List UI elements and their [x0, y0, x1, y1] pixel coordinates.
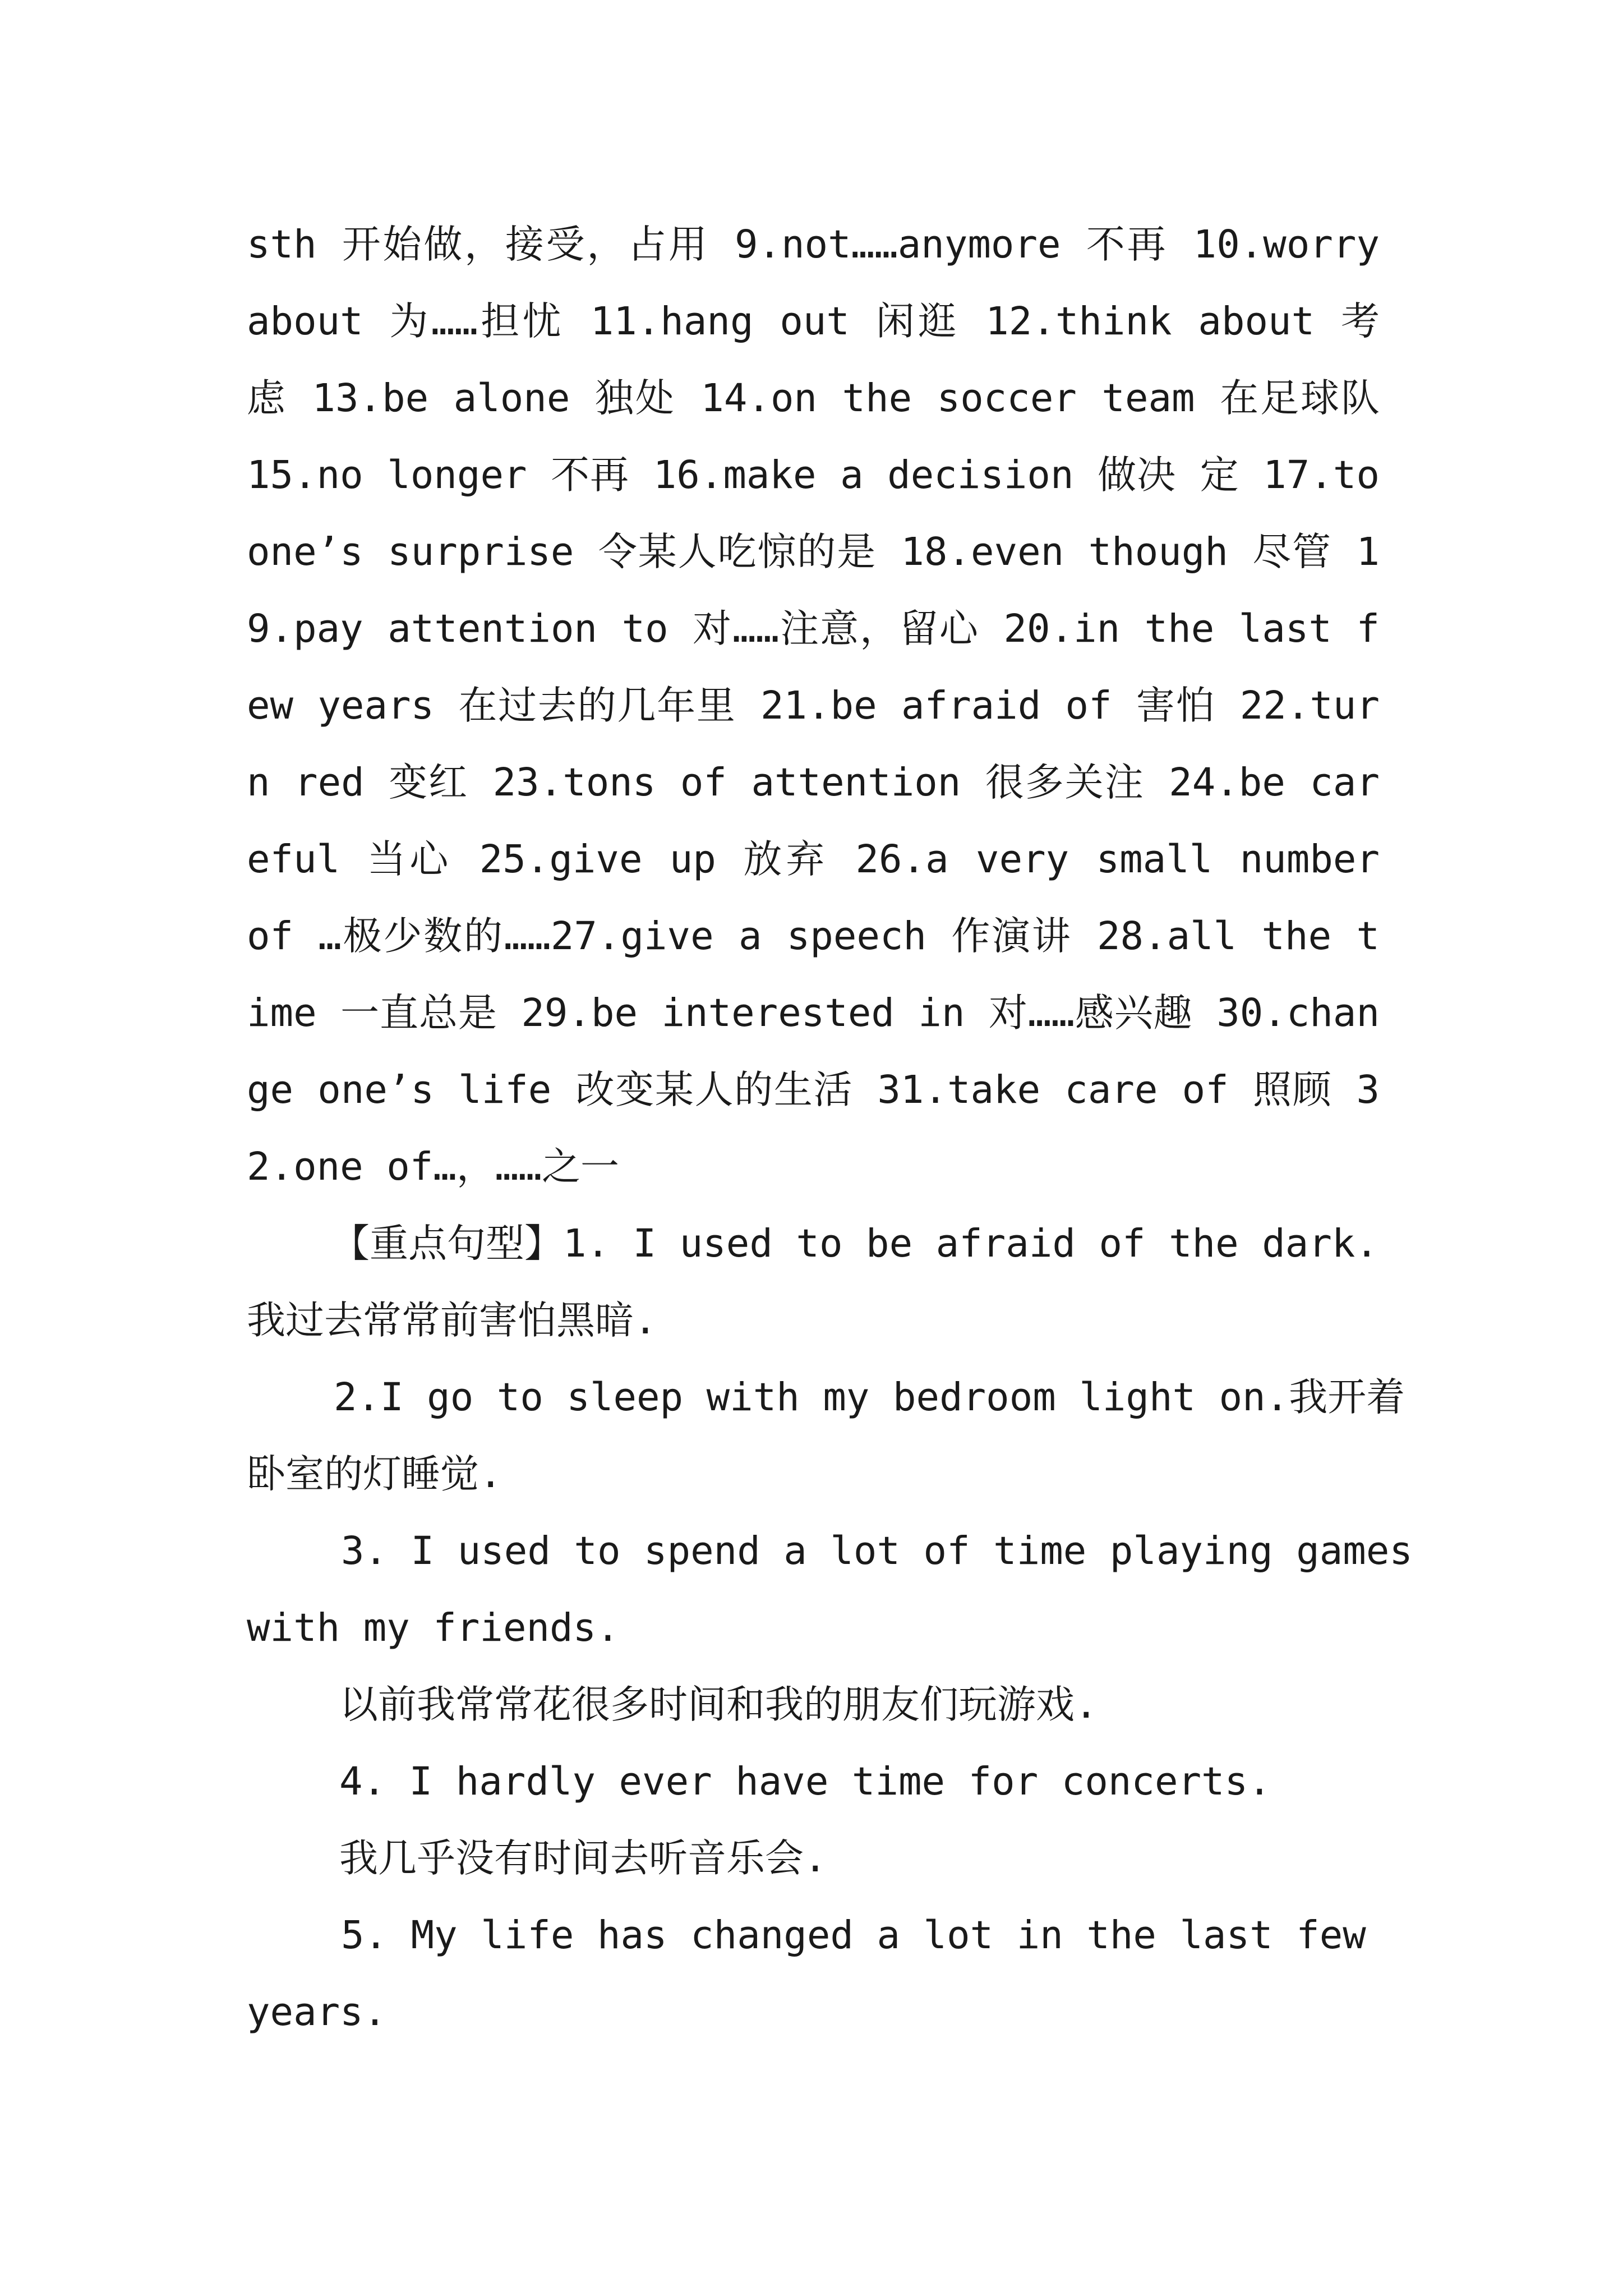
- sentence-1-english: 1. I used to be afraid of the dark.: [563, 1221, 1378, 1266]
- sentence-2-chinese-wrap: 卧室的灯睡觉.: [247, 1452, 502, 1497]
- sentence-5-english-part2: years.: [247, 1990, 387, 2035]
- sentence-2-english: 2.I go to sleep with my bedroom light on.: [334, 1375, 1289, 1420]
- document-body: [247, 206, 1413, 2051]
- sentence-3-chinese: 以前我常常花很多时间和我的朋友们玩游戏.: [339, 1682, 1098, 1727]
- vocabulary-paragraph: sth 开始做，接受，占用 9.not……anymore 不再 10.worry about 为……担忧 11.hang out 闲逛 12.think about 考虑 13.be alone 独处 14.on the soccer team 在足球队 15.no longer 不再 16.make a decision 做决 定 17.to one’s surprise 令某人吃惊的是 18.even though 尽管 19.pay attention to 对……注意，留心 20.in the last few years 在过去的几年里 21.be afraid of 害怕 22.turn red 变红 23.tons of attention 很多关注 24.be careful 当心 25.give up 放弃 26.a very small number of …极少数的……27.give a speech 作演讲 28.all the time 一直总是 29.be interested in 对……感兴趣 30.change one’s life 改变某人的生活 31.take care of 照顾 32.one of…，……之一: [247, 222, 1380, 1189]
- sentence-3-english-part1: 3. I used to spend a lot of time playing games: [341, 1529, 1413, 1573]
- key-sentence-1: [247, 1205, 1380, 1282]
- key-sentence-2: [247, 1359, 1405, 1436]
- sentence-2-chinese-inline: 我开着: [1289, 1375, 1405, 1420]
- sentence-4-english: 4. I hardly ever have time for concerts.: [339, 1759, 1271, 1804]
- sentence-1-chinese: 我过去常常前害怕黑暗.: [247, 1298, 657, 1343]
- sentence-3-english-part2: with my friends.: [247, 1605, 620, 1650]
- sentence-4-chinese: 我几乎没有时间去听音乐会.: [339, 1836, 827, 1881]
- sentence-5-english-part1: 5. My life has changed a lot in the last few: [341, 1913, 1366, 1958]
- key-sentences-heading: 【重点句型】: [331, 1221, 563, 1266]
